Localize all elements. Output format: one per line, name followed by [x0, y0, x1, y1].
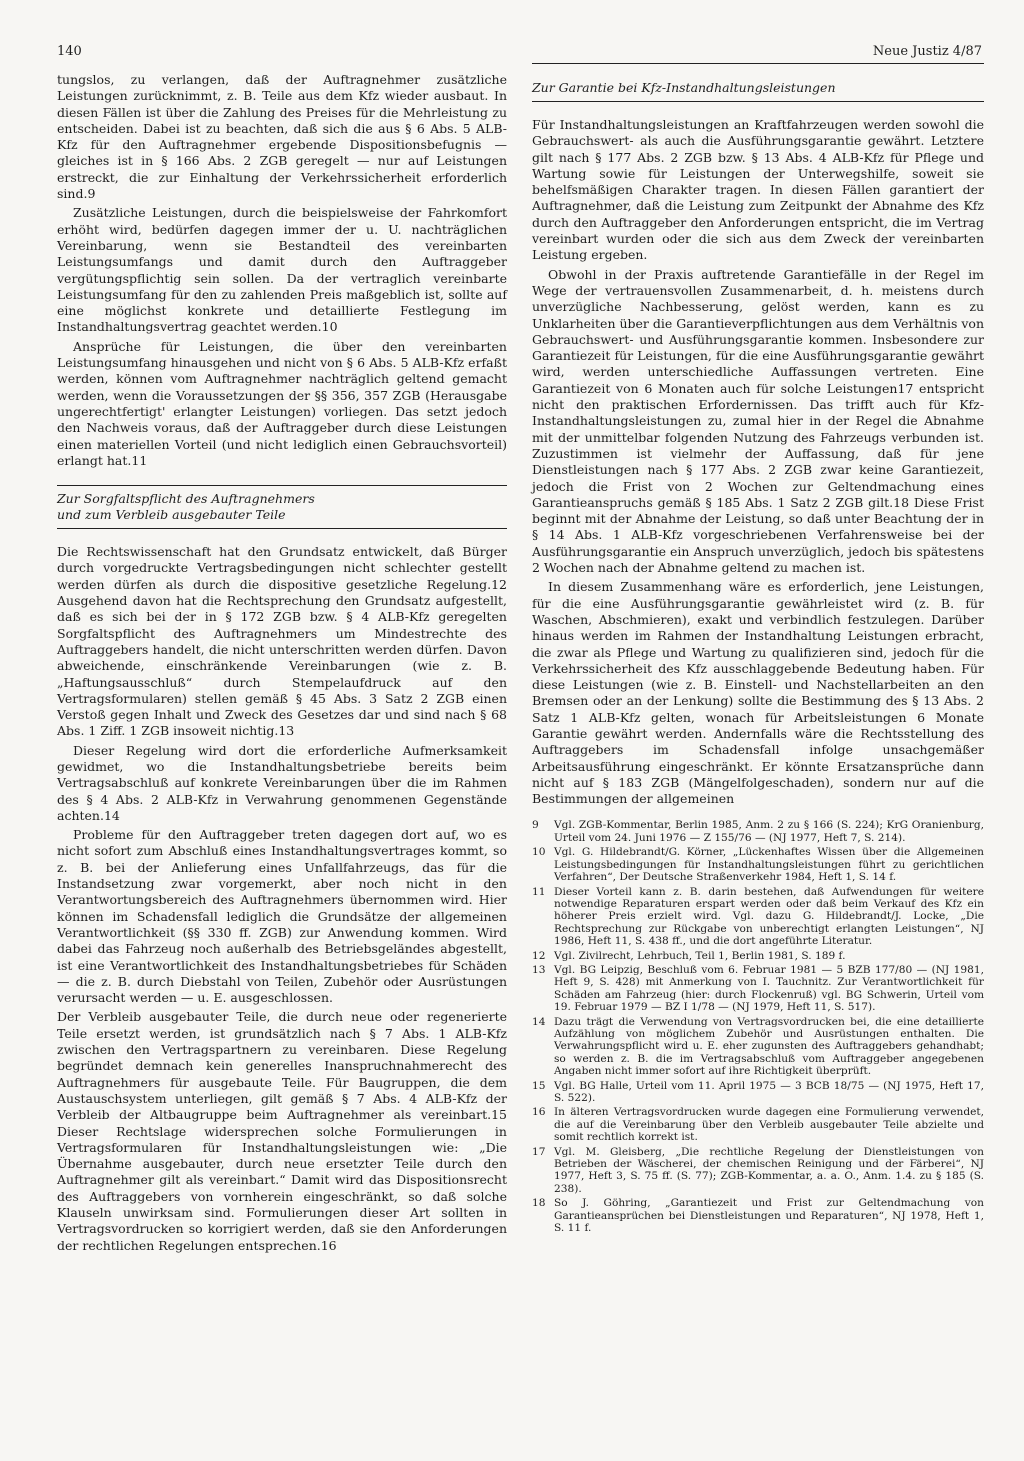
footnote	[532, 1197, 984, 1234]
footnote-text: Vgl. BG Leipzig, Beschluß vom 6. Februar 1981 — 5 BZB 177/80 — (NJ 1981, Heft 9, S. 428) mit Anmerkung von I. Tauchnitz. Zur Verantwortlichkeit für Schäden am Fahrzeug (hier: durch Flockenruß) vgl. BG Schwerin, Urteil vom 19. Februar 1979 — BZ I 1/78 — (NJ 1979, Heft 11, S. 517).	[554, 963, 984, 1014]
footnote-text: Vgl. ZGB-Kommentar, Berlin 1985, Anm. 2 zu § 166 (S. 224); KrG Oranienburg, Urteil vom 24. Juni 1976 — Z 155/76 — (NJ 1977, Heft 7, S. 214).	[554, 819, 984, 844]
section-heading-line: und zum Verbleib ausgebauter Teile	[57, 507, 286, 523]
journal-title: Neue Justiz 4/87	[872, 44, 982, 59]
section-heading-line: Zur Sorgfaltspflicht des Auftragnehmers	[57, 491, 315, 507]
right-column	[532, 72, 984, 1236]
footnote	[532, 964, 984, 1014]
footnote-text: Vgl. M. Gleisberg, „Die rechtliche Regelung der Dienstleistungen von Betrieben der Wäscherei, der chemischen Reinigung und der Färberei“, NJ 1977, Heft 3, S. 75 ff. (S. 77); ZGB-Kommentar, a. a. O., Anm. 1.4. zu § 185 (S. 238).	[554, 1145, 984, 1195]
paragraph: Obwohl in der Praxis auftretende Garantiefälle in der Regel im Wege der vertrauensvollen Zusammenarbeit, d. h. meistens durch unverzügliche Nachbesserung, gelöst werden, kann es zu Unklarheiten über die Garantieverpflichtungen aus dem Verhältnis von Gebrauchswert- und Ausführungsgarantie kommen. Insbesondere zur Garantiezeit für Leistungen, für die eine Ausführungsgarantie gewährt wird, werden unterschiedliche Auffassungen vertreten. Eine Garantiezeit von 6 Monaten auch für solche Leistungen17 entspricht nicht den praktischen Erfordernissen. Das trifft auch für Kfz-Instandhaltungsleistungen zu, zumal hier in der Regel die Abnahme mit der unmittelbar folgenden Nutzung des Fahrzeugs verbunden ist. Zuzustimmen ist vielmehr der Auffassung, daß für jene Dienstleistungen nach § 177 Abs. 2 ZGB zwar keine Garantiezeit, jedoch die Frist von 2 Wochen zur Geltendmachung eines Garantieanspruchs gemäß § 185 Abs. 1 Satz 2 ZGB gilt.18 Diese Frist beginnt mit der Abnahme der Leistung, so daß unter Beachtung der in § 14 Abs. 1 ALB-Kfz vorgeschriebenen Verfahrensweise bei der Ausführungsgarantie ein Anspruch unverzüglich, jedoch bis spätestens 2 Wochen nach der Abnahme geltend zu machen ist.	[532, 266, 984, 576]
section-heading: Zur Garantie bei Kfz-Instandhaltungsleistungen	[532, 72, 984, 102]
paragraph: Die Rechtswissenschaft hat den Grundsatz entwickelt, daß Bürger durch vorgedruckte Vertragsbedingungen nicht schlechter gestellt werden dürfen als durch die dispositive gesetzliche Regelung.12 Ausgehend davon hat die Rechtsprechung den Grundsatz aufgestellt, daß es sich bei der in § 172 ZGB bzw. § 4 ALB-Kfz geregelten Sorgfaltspflicht des Auftragnehmers um Mindestrechte des Auftraggebers handelt, die nicht unterschritten werden dürfen. Davon abweichende, einschränkende Vereinbarungen (wie z. B. „Haftungsausschluß“ durch Stempelaufdruck auf den Vertragsformularen) stellen gemäß § 45 Abs. 3 Satz 2 ZGB einen Verstoß gegen Inhalt und Zweck des Gesetzes dar und sind nach § 68 Abs. 1 Ziff. 1 ZGB insoweit nichtig.13	[57, 544, 507, 739]
paragraph: Ansprüche für Leistungen, die über den vereinbarten Leistungsumfang hinausgehen und nicht von § 6 Abs. 5 ALB-Kfz erfaßt werden, können vom Auftragnehmer nachträglich geltend gemacht werden, wenn die Voraussetzungen der §§ 356, 357 ZGB (Herausgabe ungerechtfertigt' erlangter Leistungen) vorliegen. Das setzt jedoch den Nachweis voraus, daß der Auftraggeber durch diese Leistungen einen materiellen Vorteil (und nicht lediglich einen Gebrauchsvorteil) erlangt hat.11	[57, 338, 507, 468]
footnote-number: 13	[532, 963, 546, 976]
footnote-text: So J. Göhring, „Garantiezeit und Frist zur Geltendmachung von Garantieansprüchen bei Dienstleistungen und Reparaturen“, NJ 1978, Heft 1, S. 11 f.	[554, 1197, 984, 1235]
footnote-text: Vgl. BG Halle, Urteil vom 11. April 1975 — 3 BCB 18/75 — (NJ 1975, Heft 17, S. 522).	[554, 1079, 984, 1104]
paragraph: In diesem Zusammenhang wäre es erforderlich, jene Leistungen, für die eine Ausführungsgarantie gewährleistet wird (z. B. für Waschen, Abschmieren), exakt und verbindlich festzulegen. Darüber hinaus werden im Rahmen der Instandhaltung Leistungen erbracht, die zwar als Pflege und Wartung zu qualifizieren sind, jedoch für die Verkehrssicherheit des Kfz ausschlaggebende Bedeutung haben. Für diese Leistungen (wie z. B. Einstell- und Nachstellarbeiten an den Bremsen oder an der Lenkung) sollte die Bestimmung des § 13 Abs. 2 Satz 1 ALB-Kfz gelten, wonach für Arbeitsleistungen 6 Monate Garantie gewährt werden. Andernfalls wäre die Rechtsstellung des Auftraggebers im Schadensfall infolge unsachgemäßer Arbeitsausführung eingeschränkt. Er könnte Ersatzansprüche dann nicht auf § 183 ZGB (Mängelfolgeschaden), sondern nur auf die Bestimmungen der allgemeinen	[532, 579, 984, 807]
footnote-text: Dazu trägt die Verwendung von Vertragsvordrucken bei, die eine detaillierte Aufzählung von möglichem Zubehör und Ausrüstungen enthalten. Die Verwahrungspflicht wird u. E. eher zugunsten des Auftraggebers gehandhabt; so werden z. B. die im Vertragsabschluß vom Auftraggeber angegebenen Angaben nicht immer sofort auf ihre Richtigkeit überprüft.	[554, 1015, 984, 1078]
footnote-text: Vgl. G. Hildebrandt/G. Körner, „Lückenhaftes Wissen über die Allgemeinen Leistungsbedingungen für Instandhaltungsleistungen führt zu gerichtlichen Verfahren“, Der Deutsche Straßenverkehr 1984, Heft 1, S. 14 f.	[554, 846, 984, 884]
footnote-number: 9	[532, 819, 539, 832]
paragraph: Zusätzliche Leistungen, durch die beispielsweise der Fahrkomfort erhöht wird, bedürfen dagegen immer der u. U. nachträglichen Vereinbarung, wenn sie Bestandteil des vereinbarten Leistungsumfangs und damit durch den Auftraggeber vergütungspflichtig sein sollen. Da der vertraglich vereinbarte Leistungsumfang für den zu zahlenden Preis maßgeblich ist, sollte auf eine möglichst konkrete und detaillierte Festlegung im Instandhaltungsvertrag geachtet werden.10	[57, 205, 507, 335]
paragraph: Für Instandhaltungsleistungen an Kraftfahrzeugen werden sowohl die Gebrauchswert- als auch die Ausführungsgarantie gewährt. Letztere gilt nach § 177 Abs. 2 ZGB bzw. § 13 Abs. 4 ALB-Kfz für Pflege und Wartung sowie für Leistungen der Unterwegshilfe, soweit sie behelfsmäßigen Charakter tragen. In diesen Fällen garantiert der Auftragnehmer, daß die Leistung zum Zeitpunkt der Abnahme des Kfz durch den Auftraggeber den Anforderungen entspricht, die im Vertrag vereinbart wurden oder die sich aus dem Zweck der vereinbarten Leistung ergeben.	[532, 117, 984, 263]
footnote	[532, 950, 984, 962]
header-rule	[532, 63, 984, 64]
footnote-text: Vgl. Zivilrecht, Lehrbuch, Teil 1, Berlin 1981, S. 189 f.	[554, 949, 846, 962]
footnote-number: 16	[532, 1106, 546, 1119]
paragraph: Probleme für den Auftraggeber treten dagegen dort auf, wo es nicht sofort zum Abschluß eines Instandhaltungsvertrages kommt, so z. B. bei der Anlieferung eines Unfallfahrzeugs, das für die Instandsetzung zwar vorgemerkt, aber noch nicht in den Verantwortungsbereich des Auftragnehmers übernommen wird. Hier können im Schadensfall lediglich die Grundsätze der allgemeinen Verantwortlichkeit (§§ 330 ff. ZGB) zur Anwendung kommen. Wird dabei das Fahrzeug noch außerhalb des Betriebsgeländes abgestellt, ist eine Verantwortlichkeit des Instandhaltungsbetriebes für Schäden — die z. B. durch Diebstahl von Teilen, Zubehör oder Ausrüstungen verursacht werden — u. E. ausgeschlossen.	[57, 827, 507, 1006]
footnote	[532, 846, 984, 883]
footnote	[532, 1016, 984, 1078]
footnote-text: In älteren Vertragsvordrucken wurde dagegen eine Formulierung verwendet, die auf die Vereinbarung über den Verbleib ausgebauter Teile abzielte und somit rechtlich korrekt ist.	[554, 1106, 984, 1144]
paragraph: Dieser Regelung wird dort die erforderliche Aufmerksamkeit gewidmet, wo die Instandhaltungsbetriebe bereits beim Vertragsabschluß auf konkrete Vereinbarungen über die im Rahmen des § 4 Abs. 2 ALB-Kfz in Verwahrung genommenen Gegenstände achten.14	[57, 742, 507, 823]
footnote	[532, 1080, 984, 1105]
section-heading	[57, 485, 507, 529]
footnote-text: Dieser Vorteil kann z. B. darin bestehen, daß Aufwendungen für weitere notwendige Reparaturen erspart werden oder daß beim Verkauf des Kfz ein höherer Preis erzielt wird. Vgl. dazu G. Hildebrandt/J. Locke, „Die Rechtsprechung zur Rückgabe von unberechtigt erlangten Leistungen“, NJ 1986, Heft 11, S. 438 ff., und die dort angeführte Literatur.	[554, 885, 984, 948]
footnote	[532, 819, 984, 844]
footnote	[532, 1106, 984, 1143]
footnotes	[532, 819, 984, 1234]
footnote-number: 15	[532, 1079, 546, 1092]
page-number: 140	[57, 44, 82, 59]
footnote-number: 10	[532, 846, 546, 859]
footnote	[532, 886, 984, 948]
footnote	[532, 1146, 984, 1196]
footnote-number: 11	[532, 885, 546, 898]
paragraph: tungslos, zu verlangen, daß der Auftragnehmer zusätzliche Leistungen zurücknimmt, z. B. Teile aus dem Kfz wieder ausbaut. In diesen Fällen ist über die Zahlung des Preises für die Mehrleistung zu entscheiden. Dabei ist zu beachten, daß sich die aus § 6 Abs. 5 ALB-Kfz für den Auftragnehmer ergebende Dispositionsbefugnis — gleiches ist in § 166 Abs. 2 ZGB geregelt — nur auf Leistungen erstreckt, die zur Einhaltung der Verkehrssicherheit erforderlich sind.9	[57, 72, 507, 202]
footnote-number: 12	[532, 949, 546, 962]
footnote-number: 14	[532, 1015, 546, 1028]
footnote-number: 18	[532, 1197, 546, 1210]
left-column	[57, 72, 507, 1257]
paragraph: Der Verbleib ausgebauter Teile, die durch neue oder regenerierte Teile ersetzt werden, ist grundsätzlich nach § 7 Abs. 1 ALB-Kfz zwischen den Vertragspartnern zu vereinbaren. Diese Regelung begründet demnach kein generelles Inanspruchnahmerecht des Auftragnehmers für ausgebaute Teile. Für Baugruppen, die dem Austauschsystem unterliegen, gilt gemäß § 7 Abs. 4 ALB-Kfz der Verbleib der Altbaugruppe beim Auftragnehmer als vereinbart.15 Dieser Rechtslage widersprechen solche Formulierungen in Vertragsformularen für Instandhaltungsleistungen wie: „Die Übernahme ausgebauter, durch neue ersetzter Teile durch den Auftragnehmer gilt als vereinbart.“ Damit wird das Dispositionsrecht des Auftraggebers von vornherein eingeschränkt, so daß solche Klauseln unwirksam sind. Formulierungen dieser Art sollten in Vertragsvordrucken so korrigiert werden, daß sie den Anforderungen der rechtlichen Regelungen entsprechen.16	[57, 1009, 507, 1253]
footnote-number: 17	[532, 1145, 546, 1158]
